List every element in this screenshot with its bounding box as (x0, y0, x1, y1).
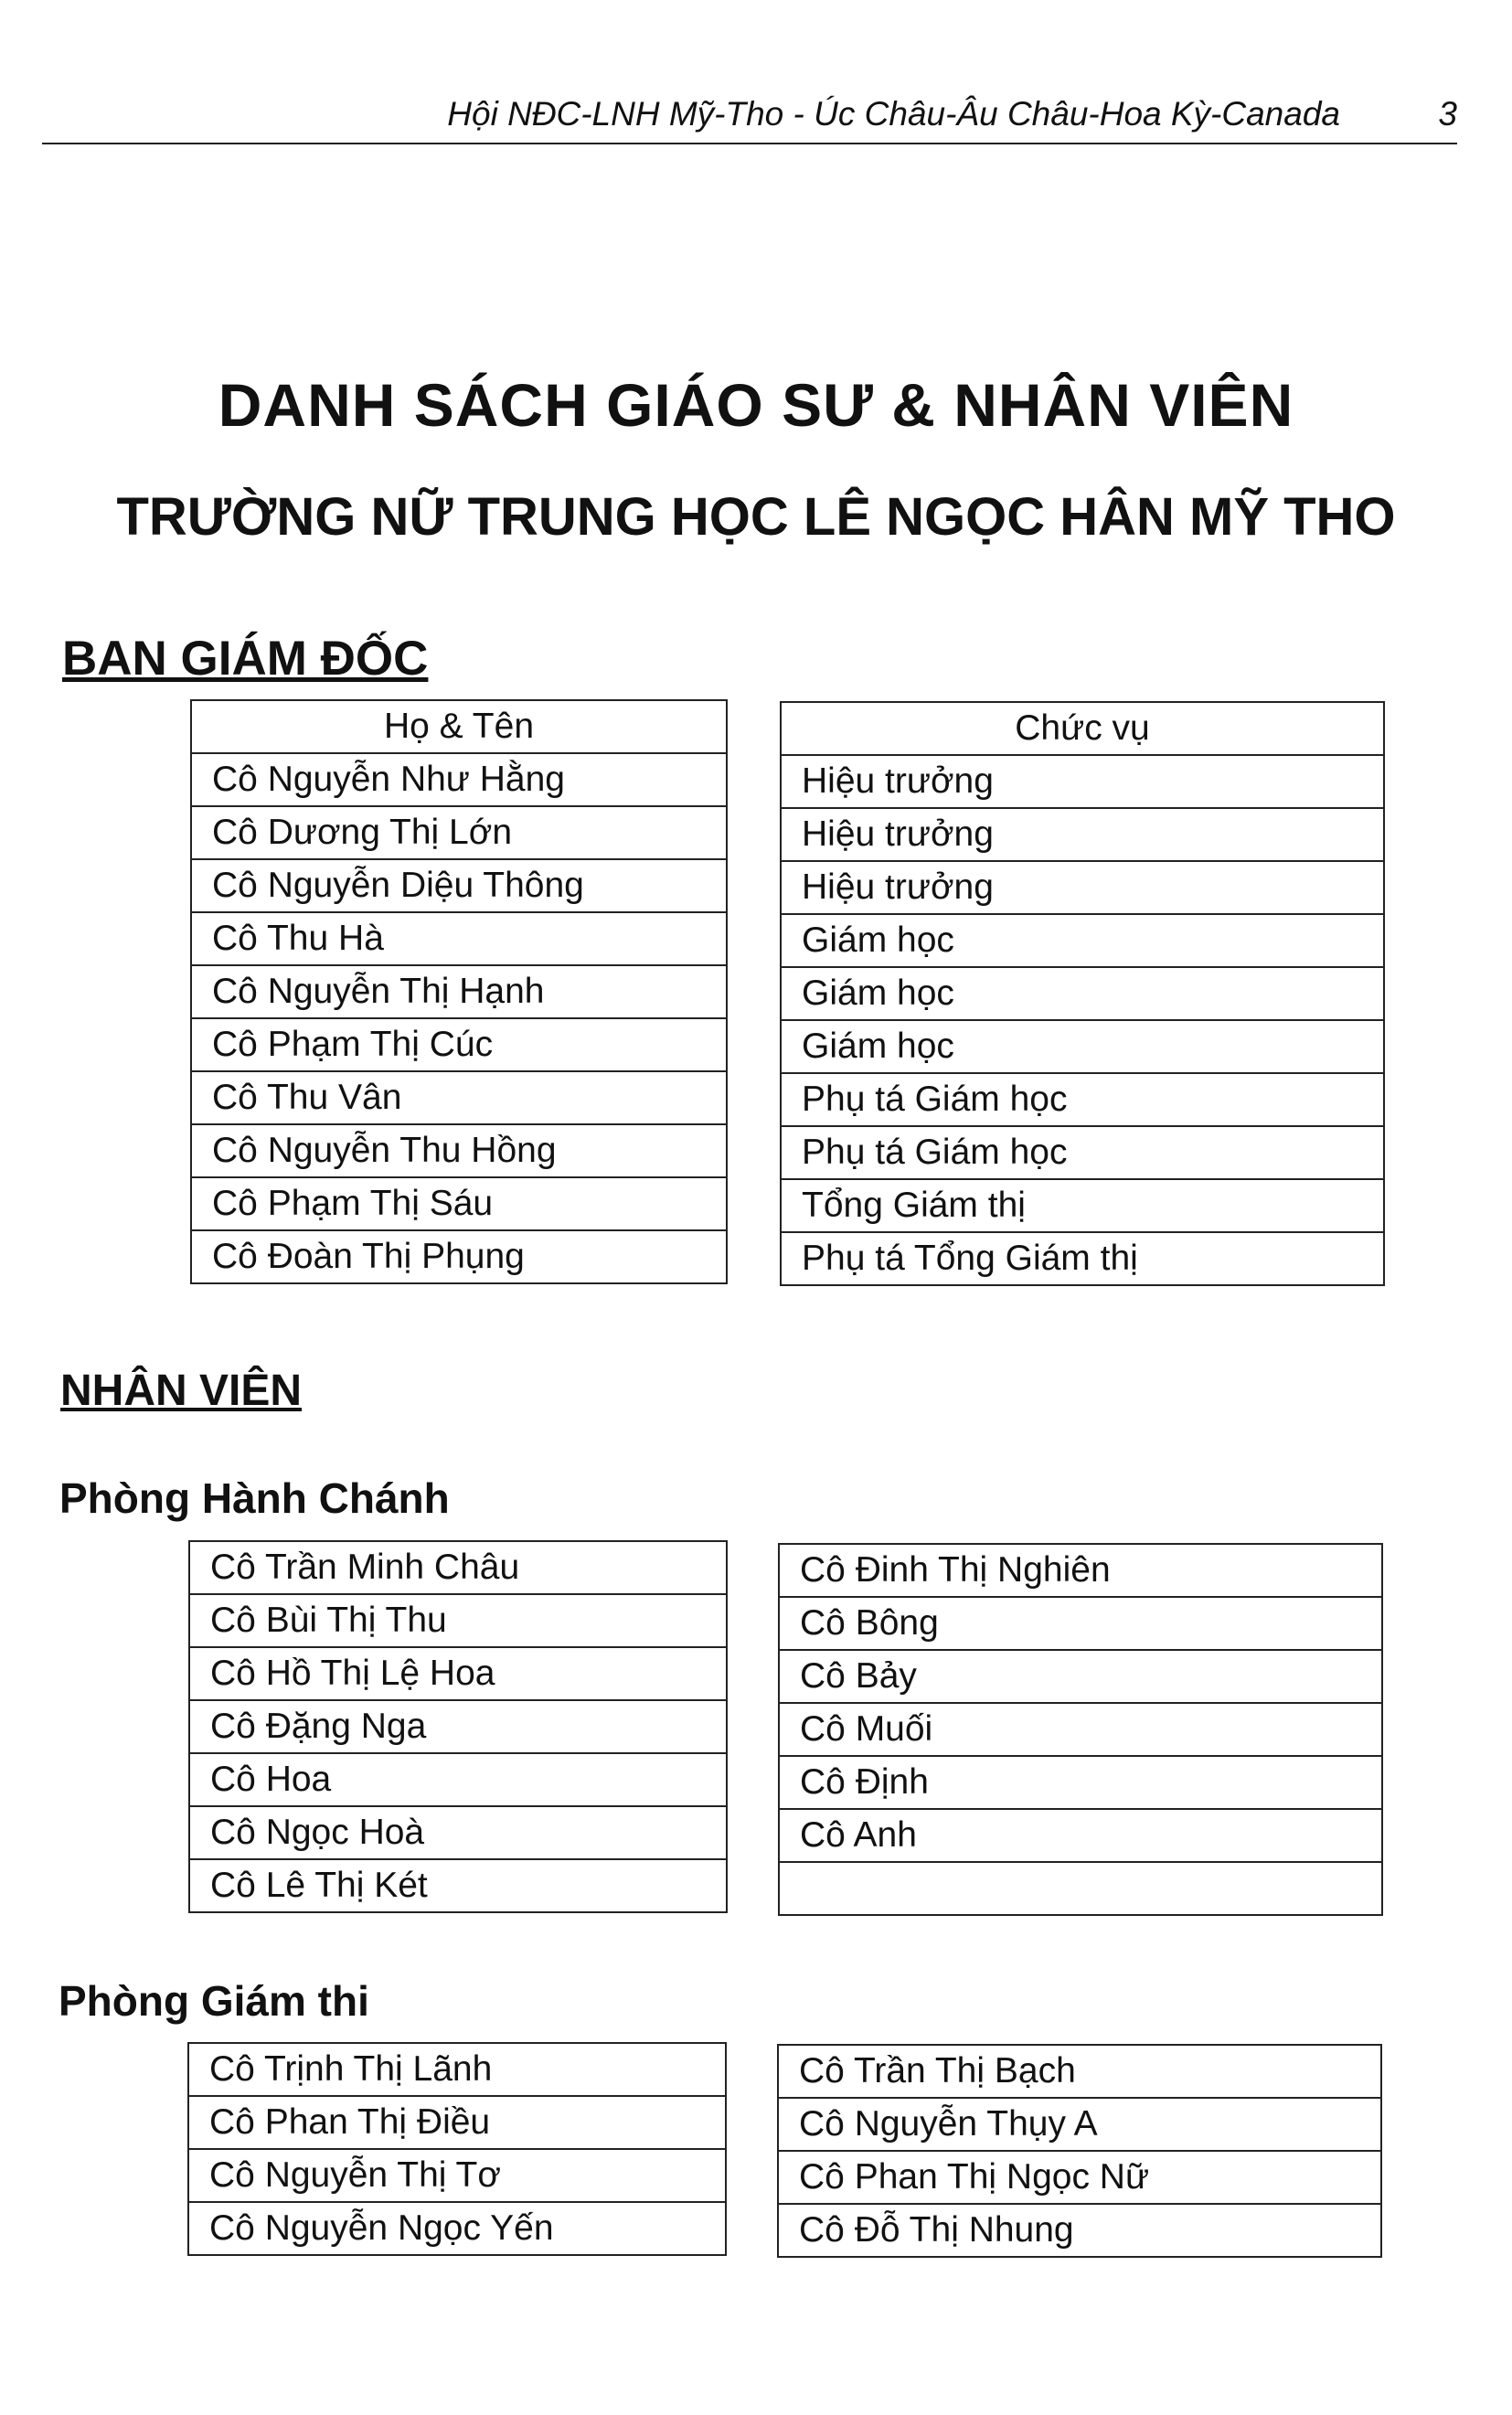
table-row (189, 1806, 727, 1859)
subheading-phong-hanh-chanh: Phòng Hành Chánh (59, 1474, 450, 1522)
table-row (189, 1594, 727, 1647)
table-row (778, 2098, 1381, 2151)
table-row (781, 808, 1384, 861)
table-row (191, 1124, 727, 1177)
table-cell: Cô Nguyễn Thị Hạnh (191, 965, 727, 1018)
table-row (188, 2202, 726, 2255)
column-header-name: Họ & Tên (191, 700, 727, 753)
table-row (188, 2149, 726, 2202)
table-row (778, 2204, 1381, 2257)
table-row (779, 1862, 1382, 1915)
table-cell: Cô Nguyễn Như Hằng (191, 753, 727, 806)
table-cell: Cô Đặng Nga (189, 1700, 727, 1753)
table-row (188, 2096, 726, 2149)
table-cell: Cô Nguyễn Thị Tơ (188, 2149, 726, 2202)
table-cell: Cô Nguyễn Diệu Thông (191, 859, 727, 912)
table-cell: Cô Muối (779, 1703, 1382, 1756)
table-row (779, 1544, 1382, 1597)
table-row (781, 755, 1384, 808)
table-cell: Cô Đỗ Thị Nhung (778, 2204, 1381, 2257)
table-row (781, 1179, 1384, 1232)
table-cell: Hiệu trưởng (781, 755, 1384, 808)
board-roles-table (780, 701, 1385, 1286)
table-cell: Cô Hồ Thị Lệ Hoa (189, 1647, 727, 1700)
table-cell: Cô Trần Minh Châu (189, 1541, 727, 1594)
table-cell: Cô Phạm Thị Sáu (191, 1177, 727, 1230)
table-row (189, 1859, 727, 1912)
table-row (778, 2151, 1381, 2204)
table-row (191, 1071, 727, 1124)
table-cell: Cô Trần Thị Bạch (778, 2045, 1381, 2098)
table-cell: Cô Trịnh Thị Lãnh (188, 2043, 726, 2096)
table-cell: Cô Bùi Thị Thu (189, 1594, 727, 1647)
table-row (191, 859, 727, 912)
table-cell: Cô Anh (779, 1809, 1382, 1862)
subheading-phong-giam-thi: Phòng Giám thi (59, 1977, 369, 2025)
table-row (781, 1020, 1384, 1073)
table-row (191, 965, 727, 1018)
table-row (191, 912, 727, 965)
table-row (779, 1597, 1382, 1650)
table-row (779, 1703, 1382, 1756)
table-cell: Tổng Giám thị (781, 1179, 1384, 1232)
table-cell: Hiệu trưởng (781, 861, 1384, 914)
document-subtitle: TRƯỜNG NỮ TRUNG HỌC LÊ NGỌC HÂN MỸ THO (116, 487, 1396, 547)
table-cell: Cô Phạm Thị Cúc (191, 1018, 727, 1071)
table-row (189, 1647, 727, 1700)
supervisor-staff-right-table (777, 2044, 1382, 2258)
table-cell: Phụ tá Giám học (781, 1126, 1384, 1179)
supervisor-staff-left-table (187, 2042, 727, 2256)
table-row (781, 1073, 1384, 1126)
admin-staff-right-table (778, 1543, 1383, 1916)
table-cell: Cô Nguyễn Thụy A (778, 2098, 1381, 2151)
table-row (191, 806, 727, 859)
table-row (781, 914, 1384, 967)
table-cell: Cô Nguyễn Ngọc Yến (188, 2202, 726, 2255)
table-cell: Cô Dương Thị Lớn (191, 806, 727, 859)
table-cell: Cô Lê Thị Két (189, 1859, 727, 1912)
table-row (781, 1126, 1384, 1179)
table-row (779, 1650, 1382, 1703)
table-row (781, 861, 1384, 914)
table-row (189, 1753, 727, 1806)
table-row (191, 1018, 727, 1071)
table-row (191, 753, 727, 806)
table-cell: Cô Đoàn Thị Phụng (191, 1230, 727, 1283)
table-cell: Phụ tá Giám học (781, 1073, 1384, 1126)
table-row (778, 2045, 1381, 2098)
table-row (781, 1232, 1384, 1285)
admin-staff-left-table (188, 1540, 728, 1913)
table-row (191, 1177, 727, 1230)
table-cell: Cô Hoa (189, 1753, 727, 1806)
table-cell: Cô Bông (779, 1597, 1382, 1650)
table-cell: Cô Bảy (779, 1650, 1382, 1703)
table-cell: Cô Định (779, 1756, 1382, 1809)
table-cell: Hiệu trưởng (781, 808, 1384, 861)
table-row (189, 1541, 727, 1594)
table-cell: Giám học (781, 914, 1384, 967)
table-cell: Giám học (781, 1020, 1384, 1073)
table-cell: Cô Nguyễn Thu Hồng (191, 1124, 727, 1177)
table-row (779, 1809, 1382, 1862)
table-cell: Cô Thu Vân (191, 1071, 727, 1124)
table-row (779, 1756, 1382, 1809)
section-heading-nhan-vien: NHÂN VIÊN (60, 1367, 303, 1415)
table-row (191, 1230, 727, 1283)
table-cell: Cô Đinh Thị Nghiên (779, 1544, 1382, 1597)
table-row (189, 1700, 727, 1753)
document-title: DANH SÁCH GIÁO SƯ & NHÂN VIÊN (218, 371, 1294, 439)
table-row (781, 967, 1384, 1020)
table-cell: Cô Thu Hà (191, 912, 727, 965)
page-number: 3 (1438, 95, 1457, 133)
table-cell (779, 1862, 1382, 1915)
table-cell: Phụ tá Tổng Giám thị (781, 1232, 1384, 1285)
table-cell: Cô Ngọc Hoà (189, 1806, 727, 1859)
table-cell: Giám học (781, 967, 1384, 1020)
header-title: Hội NĐC-LNH Mỹ-Tho - Úc Châu-Âu Châu-Hoa Kỳ-Canada (447, 95, 1340, 133)
running-header (42, 90, 1457, 144)
table-row (188, 2043, 726, 2096)
board-names-table (190, 699, 728, 1284)
column-header-role: Chức vụ (781, 702, 1384, 755)
section-heading-ban-giam-doc: BAN GIÁM ĐỐC (62, 632, 429, 686)
table-cell: Cô Phan Thị Điều (188, 2096, 726, 2149)
table-cell: Cô Phan Thị Ngọc Nữ (778, 2151, 1381, 2204)
